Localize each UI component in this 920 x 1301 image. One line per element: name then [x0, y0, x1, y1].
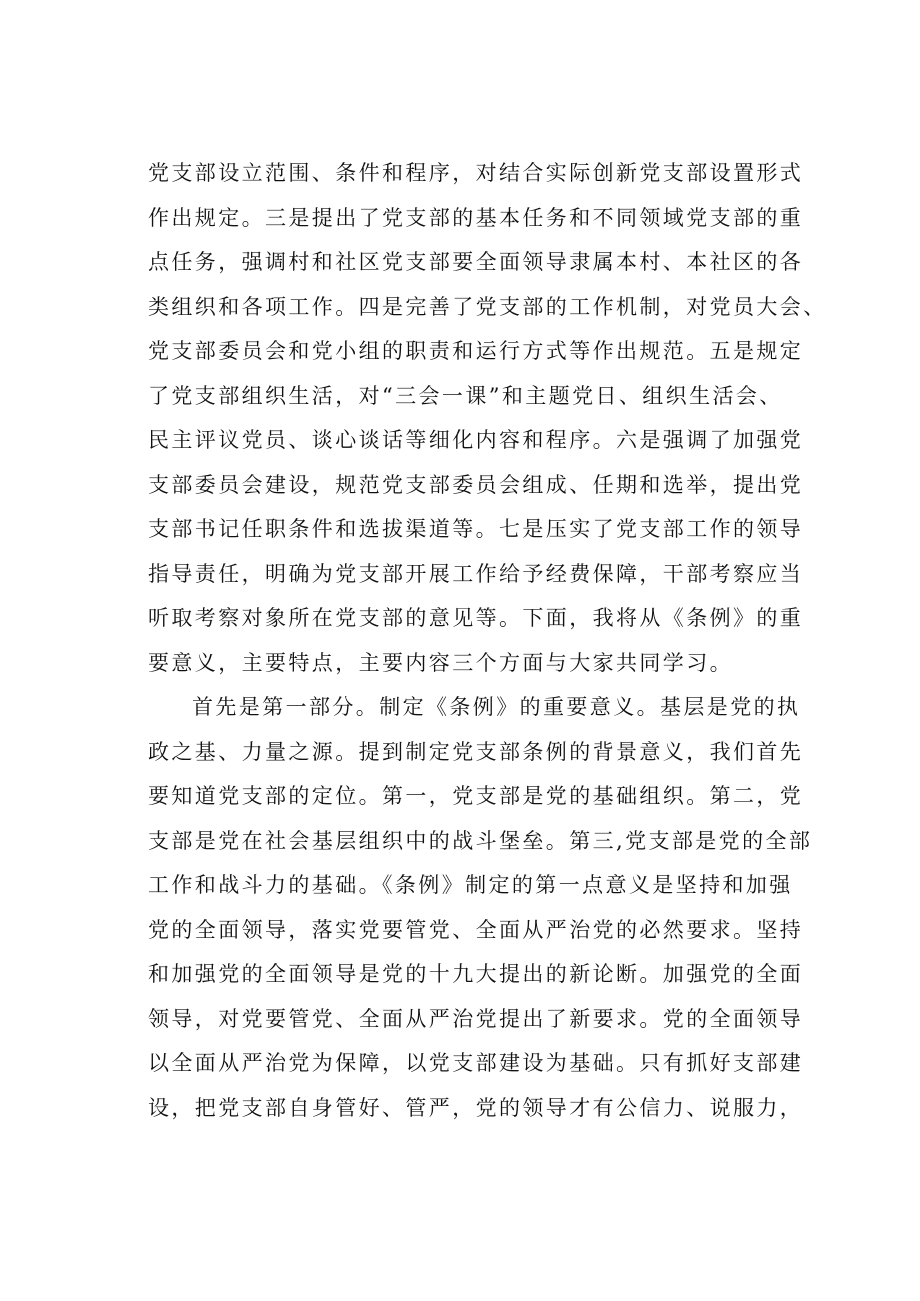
text-line: 以全面从严治党为保障，以党支部建设为基础。只有抓好支部建	[148, 1051, 804, 1075]
document-body	[148, 151, 828, 1130]
text-line: 支部书记任职条件和选拔渠道等。七是压实了党支部工作的领导	[148, 517, 804, 541]
text-line: 支部是党在社会基层组织中的战斗堡垒。第三,党支部是党的全部	[148, 828, 813, 853]
text-line: 和加强党的全面领导是党的十九大提出的新论断。加强党的全面	[148, 962, 804, 986]
text-line: 工作和战斗力的基础。《条例》制定的第一点意义是坚持和加强	[148, 873, 793, 897]
text-line: 设，把党支部自身管好、管严，党的领导才有公信力、说服力，	[148, 1095, 804, 1120]
text-line: 了党支部组织生活，对“三会一课”和主题党日、组织生活会、	[148, 383, 783, 408]
text-line: 党支部委员会和党小组的职责和运行方式等作出规范。五是规定	[148, 339, 804, 363]
text-line: 指导责任，明确为党支部开展工作给予经费保障，干部考察应当	[148, 561, 804, 586]
text-line: 支部委员会建设，规范党支部委员会组成、任期和选举，提出党	[148, 472, 804, 497]
text-line: 作出规定。三是提出了党支部的基本任务和不同领域党支部的重	[148, 205, 804, 230]
text-line: 要知道党支部的定位。第一，党支部是党的基础组织。第二，党	[148, 784, 804, 808]
text-line: 党的全面领导，落实党要管党、全面从严治党的必然要求。坚持	[148, 917, 804, 942]
text-line: 党支部设立范围、条件和程序，对结合实际创新党支部设置形式	[148, 161, 804, 185]
text-line: 听取考察对象所在党支部的意见等。下面，我将从《条例》的重	[148, 606, 804, 630]
text-line: 点任务，强调村和社区党支部要全面领导隶属本村、本社区的各	[148, 250, 804, 274]
text-line: 民主评议党员、谈心谈话等细化内容和程序。六是强调了加强党	[148, 428, 804, 452]
text-line: 类组织和各项工作。四是完善了党支部的工作机制，对党员大会、	[148, 294, 827, 319]
text-line: 政之基、力量之源。提到制定党支部条例的背景意义，我们首先	[148, 739, 804, 764]
paragraph-first-line: 首先是第一部分。制定《条例》的重要意义。基层是党的执	[192, 695, 801, 719]
text-line: 领导，对党要管党、全面从严治党提出了新要求。党的全面领导	[148, 1006, 804, 1031]
text-line: 要意义，主要特点，主要内容三个方面与大家共同学习。	[148, 650, 733, 675]
